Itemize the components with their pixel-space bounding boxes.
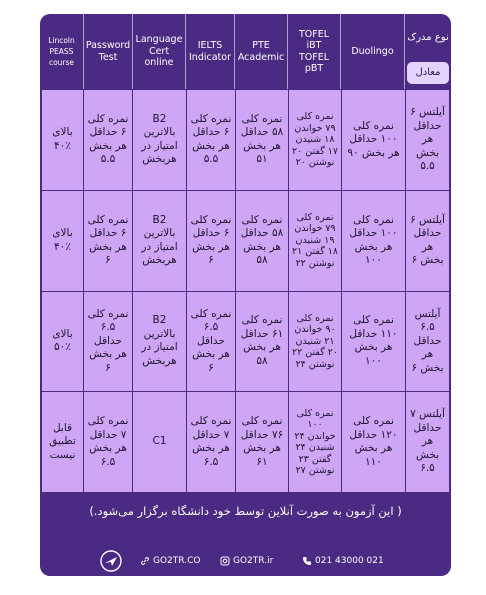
cell-pte: نمره کلی ۶۱ حداقل هر بخش ۵۸ xyxy=(236,292,288,392)
cell-lincoln: بالای ٪۴۰ xyxy=(42,90,83,190)
cell-ielts: نمره کلی ۶ حداقل هر بخش ۵.۵ xyxy=(187,90,235,190)
cell-duolingo: نمره کلی ۱۲۰ حداقل هر بخش ۱۱۰ xyxy=(342,392,405,492)
table-row xyxy=(42,392,449,492)
phone-link[interactable] xyxy=(302,556,384,566)
cell-toefl: نمره کلی ۷۹ خواندن ۱۹ شنیدن ۱۸ گفتن ۲۱ نوشتن ۲۲ xyxy=(289,191,341,291)
cell-duolingo: نمره کلی ۱۰۰ حداقل هر بخش ۱۰۰ xyxy=(342,191,405,291)
cell-language-cert: B2 بالاترین امتیاز در هربخش xyxy=(133,292,186,392)
cell-lincoln: بالای ٪۵۰ xyxy=(42,292,83,392)
header-type-label: نوع مدرک xyxy=(407,32,449,43)
header-lincoln: Lincoln PEASS course xyxy=(40,14,84,89)
instagram-link[interactable] xyxy=(220,556,273,566)
cell-language-cert: B2 بالاترین امتیاز در هربخش xyxy=(133,191,186,291)
table-header xyxy=(40,14,451,89)
exam-equivalence-card xyxy=(40,14,451,576)
cell-ielts: نمره کلی ۷ حداقل هر بخش ۶.۵ xyxy=(187,392,235,492)
table-row xyxy=(42,191,449,291)
header-password: Password Test xyxy=(84,14,133,89)
cell-password: نمره کلی ۶ حداقل هر بخش ۶ xyxy=(84,191,132,291)
header-toefl: TOFEL iBT TOFEL pBT xyxy=(288,14,341,89)
instagram-icon xyxy=(220,556,230,566)
cell-language-cert: C1 xyxy=(133,392,186,492)
instagram-text: GO2TR.ir xyxy=(233,556,274,566)
table-row xyxy=(42,90,449,190)
website-link[interactable] xyxy=(140,556,200,566)
cell-lincoln: قابل تطبیق نیست xyxy=(42,392,83,492)
contact-footer xyxy=(40,546,451,576)
header-type xyxy=(405,14,451,89)
website-text: GO2TR.CO xyxy=(153,556,201,566)
cell-language-cert: B2 بالاترین امتیاز در هربخش xyxy=(133,90,186,190)
equivalent-badge: معادل xyxy=(407,62,449,84)
cell-pte: نمره کلی ۷۶ حداقل هر بخش ۶۱ xyxy=(236,392,288,492)
cell-password: نمره کلی ۷ حداقل هر بخش ۶.۵ xyxy=(84,392,132,492)
header-duolingo: Duolingo xyxy=(341,14,405,89)
cell-password: نمره کلی ۶ حداقل هر بخش ۵.۵ xyxy=(84,90,132,190)
cell-toefl: نمره کلی ۹۰ خواندن ۲۱ شنیدن ۲۰ گفتن ۲۲ نوشتن ۲۴ xyxy=(289,292,341,392)
table-row xyxy=(42,292,449,392)
cell-duolingo: نمره کلی ۱۰۰ حداقل هر بخش ۹۰ xyxy=(342,90,405,190)
header-pte: PTE Academic xyxy=(235,14,288,89)
cell-equivalent: آیلتس ۶.۵ حداقل هر بخش ۶ xyxy=(406,292,449,392)
cell-equivalent: آیلتس ۷ حداقل هر بخش ۶.۵ xyxy=(406,392,449,492)
header-ielts: IELTS Indicator xyxy=(186,14,235,89)
cell-toefl: نمره کلی ۱۰۰ خواندن ۲۴ شنیدن ۲۴ گفتن ۲۳ نوشتن ۲۷ xyxy=(289,392,341,492)
cell-equivalent: آیلتس ۶ حداقل هر بخش ۵.۵ xyxy=(406,90,449,190)
phone-icon xyxy=(302,556,312,566)
cell-toefl: نمره کلی ۷۹ خواندن ۱۸ شنیدن ۱۷ گفتن ۲۰ نوشتن ۲۰ xyxy=(289,90,341,190)
go2tr-plane-logo-icon xyxy=(100,550,122,572)
table-body xyxy=(42,90,449,492)
cell-lincoln: بالای ٪۴۰ xyxy=(42,191,83,291)
cell-duolingo: نمره کلی ۱۱۰ حداقل هر بخش ۱۰۰ xyxy=(342,292,405,392)
online-exam-note: ( این آزمون به صورت آنلاین توسط خود دانشگاه برگزار می‌شود.) xyxy=(89,504,402,518)
cell-ielts: نمره کلی ۶ حداقل هر بخش ۶ xyxy=(187,191,235,291)
cell-equivalent: آیلتس ۶ حداقل هر بخش ۶ xyxy=(406,191,449,291)
cell-pte: نمره کلی ۵۸ حداقل هر بخش ۵۸ xyxy=(236,191,288,291)
phone-text: 021 43000 021 xyxy=(315,556,384,566)
cell-password: نمره کلی ۶.۵ حداقل هر بخش ۶ xyxy=(84,292,132,392)
link-icon xyxy=(140,556,150,566)
cell-ielts: نمره کلی ۶.۵ حداقل هر بخش ۶ xyxy=(187,292,235,392)
header-language-cert: Language Cert online xyxy=(133,14,186,89)
cell-pte: نمره کلی ۵۸ حداقل هر بخش ۵۱ xyxy=(236,90,288,190)
